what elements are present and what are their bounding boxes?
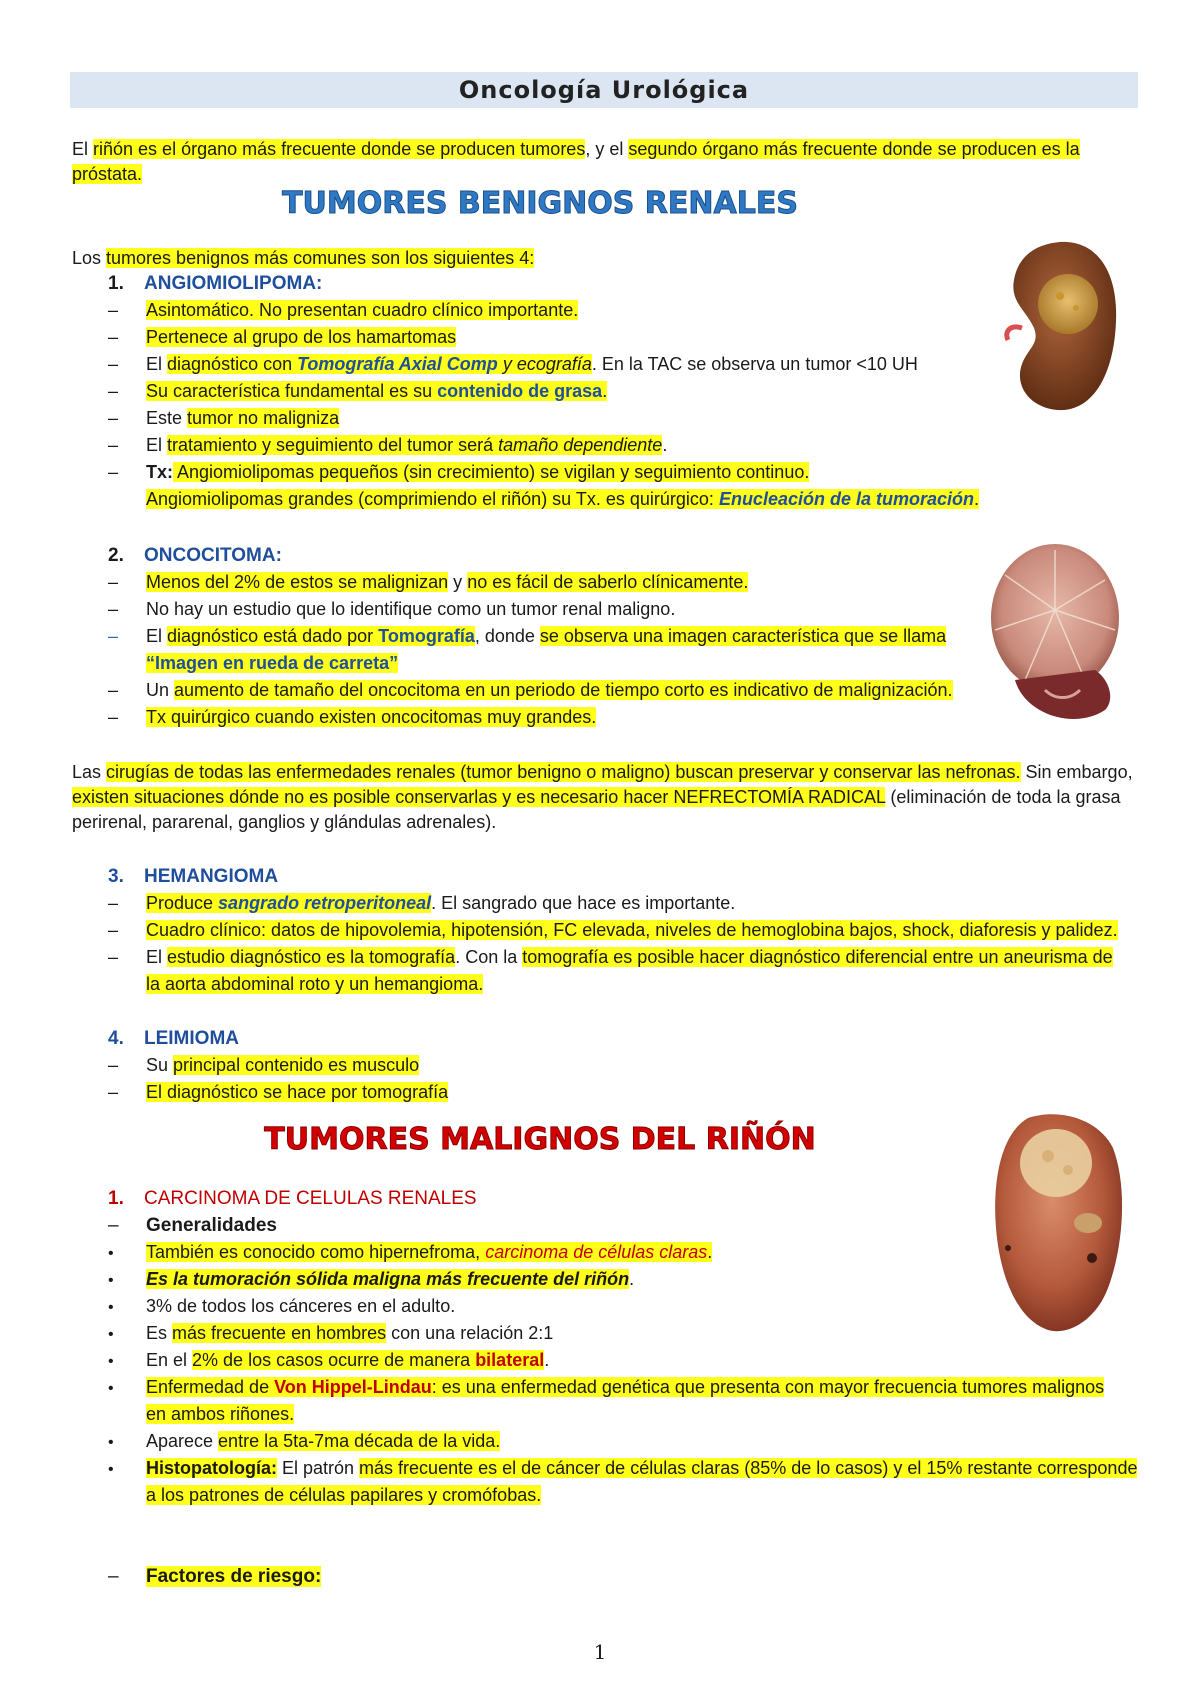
list-item: – El diagnóstico con Tomografía Axial Comp y ecografía. En la TAC se observa un tumor <10 UH: [108, 354, 918, 374]
list-item: – El diagnóstico se hace por tomografía: [108, 1082, 449, 1102]
list-item: – No hay un estudio que lo identifique como un tumor renal maligno.: [108, 599, 676, 619]
bullet-item: • Histopatología: El patrón más frecuente es el de cáncer de células claras (85% de lo casos) y el 15% restante corresponde: [108, 1458, 1138, 1478]
bullet-item: • Enfermedad de Von Hippel-Lindau: es una enfermedad genética que presenta con mayor frecuencia tumores malignos: [108, 1377, 1105, 1397]
malignant-heading: TUMORES MALIGNOS DEL RIÑÓN: [264, 1122, 816, 1157]
list-item: – Cuadro clínico: datos de hipovolemia, hipotensión, FC elevada, niveles de hemoglobina bajos, shock, diaforesis y palidez.: [108, 920, 1118, 940]
list-item: – Produce sangrado retroperitoneal. El sangrado que hace es importante.: [108, 893, 736, 913]
bullet-item: • 3% de todos los cánceres en el adulto.: [108, 1296, 456, 1316]
bullet-item-continuation: en ambos riñones.: [146, 1404, 295, 1424]
bullet-item: • Es la tumoración sólida maligna más frecuente del riñón.: [108, 1269, 635, 1289]
list-item: – Asintomático. No presentan cuadro clínico importante.: [108, 300, 579, 320]
page-number: 1: [593, 1640, 607, 1664]
list-item-continuation: “Imagen en rueda de carreta”: [146, 653, 399, 673]
page-title: Oncología Urológica: [458, 76, 750, 104]
bullet-item-continuation: a los patrones de células papilares y cromófobas.: [146, 1485, 542, 1505]
renal-carcinoma-image: [988, 1108, 1133, 1338]
bullet-item: • También es conocido como hipernefroma, carcinoma de células claras.: [108, 1242, 713, 1262]
bullet-item: • Es más frecuente en hombres con una relación 2:1: [108, 1323, 554, 1343]
intro-paragraph: El riñón es el órgano más frecuente donde se producen tumores, y el segundo órgano más frecuente donde se producen es la próstata.: [72, 139, 1080, 184]
list-item: – El estudio diagnóstico es la tomografía. Con la tomografía es posible hacer diagnóstico diferencial entre un aneurisma de: [108, 947, 1113, 967]
list-item: – Un aumento de tamaño del oncocitoma en un periodo de tiempo corto es indicativo de malignización.: [108, 680, 953, 700]
hemangioma-heading: 3. HEMANGIOMA: [108, 866, 279, 887]
surgery-paragraph: Las cirugías de todas las enfermedades renales (tumor benigno o maligno) buscan preservar y conservar las nefronas. Sin embargo, existen situaciones dónde no es posible conservarlas y es necesario hacer NEFRECTOMÍA RADICAL (eliminación de toda la grasa perirenal, pararenal, ganglios y glándulas adrenales).: [72, 762, 1133, 832]
list-item: – Tx: Angiomiolipomas pequeños (sin crecimiento) se vigilan y seguimiento continuo.: [108, 462, 810, 482]
list-item: – Su característica fundamental es su contenido de grasa.: [108, 381, 608, 401]
list-item: – Factores de riesgo:: [108, 1566, 322, 1587]
bullet-item: • Aparece entre la 5ta-7ma década de la vida.: [108, 1431, 501, 1451]
title-bar: [70, 72, 1138, 108]
carcinoma-heading: 1. CARCINOMA DE CELULAS RENALES: [108, 1188, 477, 1209]
benign-heading: TUMORES BENIGNOS RENALES: [282, 186, 798, 221]
bullet-item: • En el 2% de los casos ocurre de manera bilateral.: [108, 1350, 550, 1370]
leiomioma-heading: 4. LEIMIOMA: [108, 1028, 239, 1049]
benign-intro: Los tumores benignos más comunes son los siguientes 4:: [72, 248, 535, 268]
onco-heading: 2. ONCOCITOMA:: [108, 545, 282, 566]
list-item-continuation: la aorta abdominal roto y un hemangioma.: [146, 974, 484, 994]
list-item: – Su principal contenido es musculo: [108, 1055, 420, 1075]
list-item: – Menos del 2% de estos se malignizan y no es fácil de saberlo clínicamente.: [108, 572, 749, 592]
angio-heading: 1. ANGIOMIOLIPOMA:: [108, 273, 323, 294]
oncocytoma-image: [985, 540, 1125, 732]
list-item: – Pertenece al grupo de los hamartomas: [108, 327, 457, 347]
list-item: – El diagnóstico está dado por Tomografía, donde se observa una imagen característica que se llama: [108, 626, 947, 646]
list-item: – Tx quirúrgico cuando existen oncocitomas muy grandes.: [108, 707, 597, 727]
list-item: – El tratamiento y seguimiento del tumor será tamaño dependiente.: [108, 435, 668, 455]
list-item-continuation: Angiomiolipomas grandes (comprimiendo el riñón) su Tx. es quirúrgico: Enucleación de la tumoración.: [146, 489, 980, 509]
kidney-angiomyolipoma-image: [1000, 236, 1120, 416]
list-item: – Generalidades: [108, 1215, 277, 1236]
list-item: – Este tumor no maligniza: [108, 408, 340, 428]
